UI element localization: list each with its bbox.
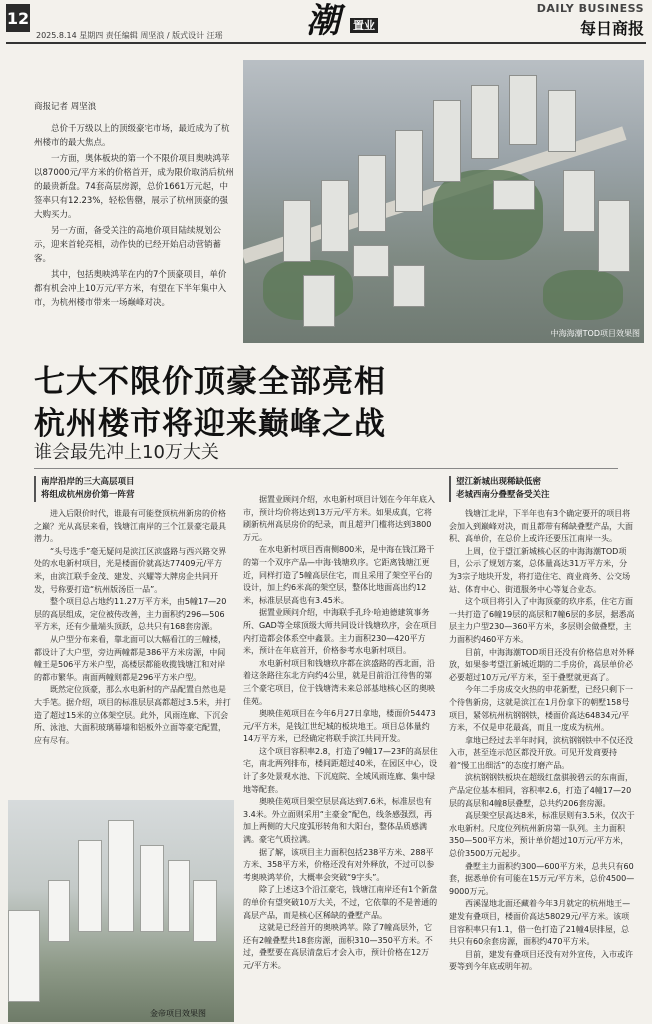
subsection-title: 南岸沿岸的三大高层项目 将组成杭州房价第一阵营 <box>34 476 232 502</box>
intro-paragraph: 其中，包括奥映鸿苹在内的7个顶豪项目，单价都有机会冲上10万元/平方米，有望在下半年集中入市，为杭州楼市带来一场巅峰对决。 <box>34 270 227 308</box>
article-paragraph: 在水电新村项目西南侧800米，是中海在钱江路干的第一个双序产品—中海·钱塘玖序。它距离钱塘江更近，同样打造了5幢高层住宅，而且采用了架空平台的设计，加上约6米高的架空层，整体比地面高出约12米，标准层层高也有3.45米。 <box>243 545 435 605</box>
article-paragraph: 既然定位顶豪，那么水电新村的产品配置自然也是大手笔。据介绍，项目的标准层层高都超过3.5米，并打造了超过15米的立体架空层。此外，风雨连廊、下沉会所、泳池、大面积玻璃幕墙和铝板外立面等豪宅配置，应有尽有。 <box>34 685 231 745</box>
intro-paragraph: 另一方面，备受关注的高地价项目陆续规划公示，迎来首轮亮相，动作快的已经开始启动营销蓄客。 <box>34 226 222 264</box>
residential-rendering-image <box>8 800 234 1022</box>
article-paragraph: 目前，建发有叠项目还没有对外宣传，入市或许要等到今年底或明年初。 <box>449 949 633 972</box>
brand-chinese: 每日商报 <box>579 19 644 38</box>
byline: 商报记者 周坚浪 <box>34 102 97 112</box>
issue-meta: 2025.8.14 星期四 责任编辑 周坚浪 / 版式设计 汪瑶 <box>36 31 223 40</box>
article-paragraph: 除了上述这3个沿江豪宅，钱塘江南岸还有1个新盘的单价有望突破10万大关，不过，它依靠的不是普通的高层产品，而是核心区稀缺的叠墅产品。 <box>243 885 438 920</box>
article-paragraph: 西溪湿地北面还藏着今年3月就定的杭州地王—建发有叠项目，楼面价高达58029元/平方米。该项目容积率只有1.1，借一色打造了21幢4层排屋，总共只有60余套房源，面积约470平方米。 <box>449 899 631 947</box>
article-paragraph: 目前，中海海潮TOD项目还没有价格信息对外释放，如果参考望江新城近期的二手房价，高层单价必必要超过10万元/平方米，至于叠墅就更高了。 <box>449 647 635 682</box>
headline-divider <box>34 468 618 469</box>
article-paragraph: 上周，位于望江新城核心区的中海海潮TOD项目，公示了规划方案，总体量高达31万平方米，分为3宗子地块开发，将打造住宅、商业商务、公交场站、体育中心、街道服务中心等复合业态。 <box>449 546 631 594</box>
brand-english: DAILY BUSINESS <box>536 2 644 15</box>
photo-caption-bottom: 金帝项目效果图 <box>150 1009 206 1018</box>
article-paragraph: 据置业顾问介绍，水电新村项目计划在今年年底入市，预计均价将达到13万元/平方米。如果成真，它将刷新杭州高层房价的纪录，而且超尹门槛将达到3800万元。 <box>243 495 435 542</box>
article-paragraph: 这个项目将引入了中海顶豪的玖序系，住宅方面一共打造了6幢19层的高层和7幢6层的多层，据悉高层主力户型230—360平方米，多层则会做叠墅，主力面积约460平方米。 <box>449 597 635 644</box>
article-paragraph: “头号选手”毫无疑问是滨江区滨盛路与西兴路交界处的水电新村项目，光是楼面价就高达77409元/平方米，由滨江联手金茂、建发、兴耀等大牌房企共同开发，号称要打造“杭州版汤臣一品”。 <box>34 546 227 594</box>
article-paragraph: 从户型分布来看，靠北面可以大幅看江的三幢楼，都设计了大户型，旁边两幢都是386平方米房源，中间幢王是506平方米户型，高楼层都能收揽钱塘江和对岸的都市繁华。南面两幢则都是296平方米户型。 <box>34 634 226 682</box>
article-paragraph: 奥映佳苑项目架空层层高达到7.6米，标准层也有3.4米。外立面则采用“主豪金”配色，线条感强烈，再加上两侧的大尺度弧形转角和大阳台，整体品质感满满。豪宅气质拉满。 <box>243 797 433 845</box>
article-paragraph: 拿地已经过去半年时间，滨杭钢钢铁中不仅还没入市，甚至连示范区都没开放。可见开发商要持着“慢工出细活”的态度打磨产品。 <box>449 735 633 770</box>
intro-paragraph: 一方面，奥体板块的第一个不限价项目奥映鸿苹以87000元/平方米的价格首开，成为限价取消后杭州的最贵新盘。74套高层房源，总价1661万元起，中签率只有12.23%，轻松售罄，展示了杭州顶豪的强大购买力。 <box>34 154 234 220</box>
section-tag: 置业 <box>350 18 378 33</box>
article-paragraph: 据了解，该项目主力面积包括238平方米、288平方米、358平方米，价格还没有对外释放，不过可以参考奥映鸿苹价，大概率会突破“9字头”。 <box>243 847 435 882</box>
photo-caption-top: 中海海潮TOD项目效果图 <box>550 329 640 338</box>
article-paragraph: 滨杭钢钢铁板块在超级红盘骐骏碧云的东南面，产品定位基本相同，容积率2.6，打造了4幢17—20层的高层和4幢8层叠墅，总共约206套房源。 <box>449 773 633 808</box>
article-column-1 <box>34 476 232 786</box>
article-paragraph: 高层架空层高达8米，标准层则有3.5米，仅次于水电新村。尺度位列杭州新房第一队列。主力面积350—500平方米，预计单价超过10万元/平方米，总价3500万元起步。 <box>449 811 635 859</box>
article-column-2 <box>243 494 439 1022</box>
article-paragraph: 奥映佳苑项目在今年6月27日拿地，楼面价54473元/平方米，是钱江世纪城的板块地王。项目总体量约14万平方米，已经确定将联手滨江共同开发。 <box>243 709 436 744</box>
header-rule <box>6 42 646 44</box>
article-paragraph: 今年二手房成交火热的申花新墅，已经只剩下一个待售新房，这就是滨江在1月份拿下的朝墅158号项目，紧邻杭州杭钢钢铁，楼面价高达64834元/平方米，不仅是申花最高，而且一度成为杭州。 <box>449 685 633 733</box>
subheadline: 谁会最先冲上10万大关 <box>34 442 219 463</box>
page-number: 12 <box>6 4 30 32</box>
section-title-char: 潮 <box>306 1 340 41</box>
aerial-rendering-image <box>243 60 644 343</box>
intro-paragraph: 总价千万级以上的顶级豪宅市场，最近成为了杭州楼市的最大焦点。 <box>34 124 230 148</box>
subsection-title: 望江新城出现稀缺低密 老城西南分叠墅备受关注 <box>449 476 635 502</box>
headline-line-1: 七大不限价顶豪全部亮相 <box>34 364 386 400</box>
article-paragraph: 据置业顾问介绍，中海联手孔玲·哈迪德建筑事务所、GAD等全球顶级大师共同设计钱塘玖序，会在项目内打造都会体系空中鑫景。主力面积230—420平方米，预计在年底首开，价格参考水电新村项目。 <box>243 608 437 656</box>
intro-text <box>34 100 234 312</box>
headline-line-2: 杭州楼市将迎来巅峰之战 <box>34 406 386 442</box>
article-paragraph: 这个项目容积率2.8，打造了9幢17—23F的高层住宅，南北两列排布，楼间距超过40米，在园区中心，设计了多处景观水池、下沉庭院、全域风雨连廊、集中绿地等配套。 <box>243 746 438 794</box>
article-paragraph: 水电新村项目和钱塘玖序都在滨盛路的西北面，沿着这条路往东北方向约4公里，就是目前沿江待售的第三个豪宅项目，位于钱塘湾未来总部基地核心区的奥映佳苑。 <box>243 658 435 706</box>
article-paragraph: 叠墅主力面积约300—600平方米，总共只有60套，据悉单价有可能在15万元/平方米，总价4500—9000万元。 <box>449 861 635 896</box>
article-column-3 <box>449 476 635 1022</box>
article-paragraph: 进入后限价时代，谁最有可能登顶杭州新房的价格之巅？光从高层来看，钱塘江南岸的三个江景豪宅最具潜力。 <box>34 509 226 544</box>
article-paragraph: 这就是已经首开的奥映鸿苹。除了7幢高层外，它还有2幢叠墅共18套房源，面积310—350平方米。不过，叠墅要在高层清盘后才会入市，预计价格在12万元/平方米。 <box>243 923 433 970</box>
article-paragraph: 钱塘江北岸，下半年也有3个确定要开的项目将会加入到巅峰对决，而且都带有稀缺叠墅产品，大面积、高单价，在总价上或许还要压江南岸一头。 <box>449 509 633 544</box>
article-paragraph: 整个项目总占地约11.27万平方米，由5幢17—20层的高层组成，定位被传改善，主力面积约296—506平方米，还有少量端头顶跃，总共只有168套房源。 <box>34 597 227 632</box>
